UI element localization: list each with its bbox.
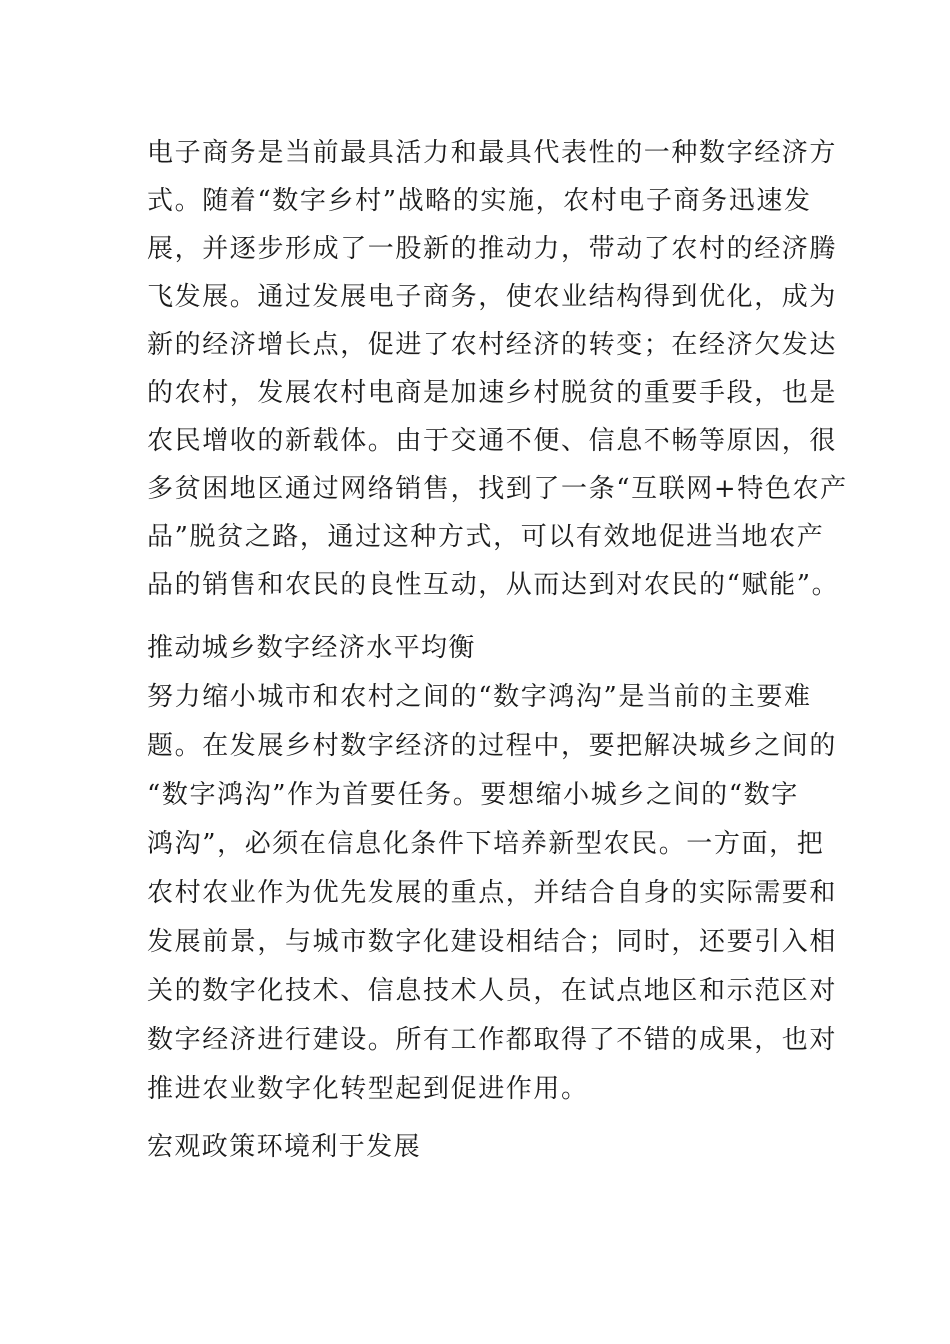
paragraph-1-line: 农民增收的新载体。由于交通不便、信息不畅等原因，很 [147, 426, 838, 456]
paragraph-2-line: 数字经济进行建设。所有工作都取得了不错的成果，也对 [147, 1025, 838, 1055]
paragraph-1-line: 的农村，发展农村电商是加速乡村脱贫的重要手段，也是 [147, 378, 838, 408]
paragraph-1-line: 电子商务是当前最具活力和最具代表性的一种数字经济方 [147, 138, 838, 168]
paragraph-1-line: 展，并逐步形成了一股新的推动力，带动了农村的经济腾 [147, 234, 838, 264]
section-heading-2: 宏观政策环境利于发展 [147, 1132, 422, 1162]
paragraph-2-line: 推进农业数字化转型起到促进作用。 [147, 1074, 589, 1104]
paragraph-2-line: 农村农业作为优先发展的重点，并结合自身的实际需要和 [147, 878, 838, 908]
paragraph-2-line: 鸿沟”，必须在信息化条件下培养新型农民。一方面，把 [147, 829, 825, 859]
paragraph-1-line: 飞发展。通过发展电子商务，使农业结构得到优化，成为 [147, 282, 838, 312]
paragraph-2-line: 努力缩小城市和农村之间的“数字鸿沟”是当前的主要难 [147, 682, 812, 712]
section-heading-1: 推动城乡数字经济水平均衡 [147, 633, 476, 663]
paragraph-1-line: 品”脱贫之路，通过这种方式，可以有效地促进当地农产 [147, 522, 825, 552]
paragraph-2-line: 发展前景，与城市数字化建设相结合；同时，还要引入相 [147, 927, 838, 957]
paragraph-2-line: “数字鸿沟”作为首要任务。要想缩小城乡之间的“数字 [147, 780, 799, 810]
paragraph-1-line: 品的销售和农民的良性互动，从而达到对农民的“赋能”。 [147, 570, 840, 600]
paragraph-2-line: 题。在发展乡村数字经济的过程中，要把解决城乡之间的 [147, 731, 838, 761]
paragraph-2-line: 关的数字化技术、信息技术人员，在试点地区和示范区对 [147, 976, 838, 1006]
paragraph-1-line: 新的经济增长点，促进了农村经济的转变；在经济欠发达 [147, 330, 838, 360]
paragraph-1-line: 多贫困地区通过网络销售，找到了一条“互联网+特色农产 [147, 474, 848, 504]
paragraph-1-line: 式。随着“数字乡村”战略的实施，农村电子商务迅速发 [147, 186, 812, 216]
